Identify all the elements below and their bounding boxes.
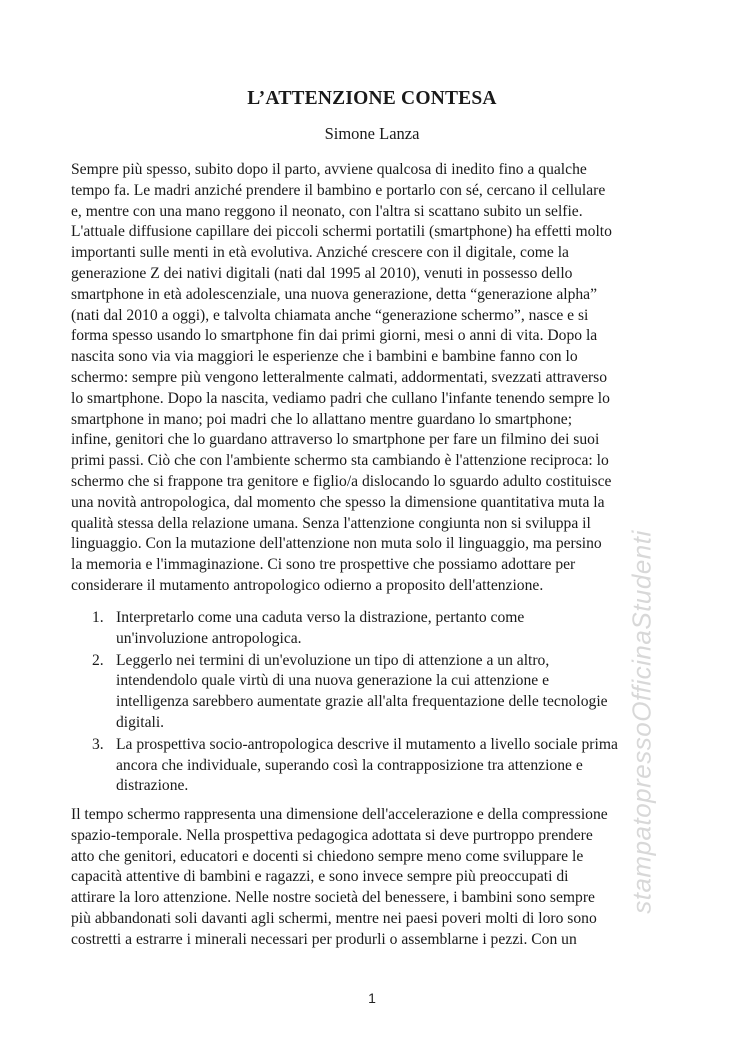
text-line: ancora che individuale, superando così la contrapposizione tra attenzione e [116, 756, 583, 774]
text-line: nascita sono via via maggiori le esperienze che i bambini e bambine fanno con lo [71, 348, 578, 366]
text-line: (nati dal 2010 a oggi), e talvolta chiamata anche “generazione schermo”, nasce e si [71, 306, 589, 324]
list-item [92, 735, 692, 797]
text-line: qualità stessa della relazione umana. Senza l'attenzione congiunta non si sviluppa il [71, 514, 591, 532]
page-number: 1 [368, 990, 376, 1006]
text-line: forma spesso usando lo smartphone fin dai primi giorni, mesi o anni di vita. Dopo la [71, 327, 598, 345]
text-line: attirare la loro attenzione. Nelle nostre società del benessere, i bambini sono sempre [71, 889, 595, 907]
text-line: capacità attentive di bambini e ragazzi, e sono invece sempre più preoccupati di [71, 868, 569, 886]
text-line: e, mentre con una mano reggono il neonato, con l'altra si scattano subito un selfie. [71, 202, 583, 220]
watermark: stampatopressoOfficinaStudenti [626, 530, 657, 914]
list-number: 1. [92, 609, 104, 626]
text-line: primi passi. Ciò che con l'ambiente schermo sta cambiando è l'attenzione reciproca: lo [71, 452, 609, 470]
text-line: linguaggio. Con la mutazione dell'attenzione non muta solo il linguaggio, ma persino [71, 535, 602, 553]
text-line: intelligenza sarebbero aumentate grazie all'alta frequentazione delle tecnologie [116, 693, 608, 711]
text-line: Sempre più spesso, subito dopo il parto, avviene qualcosa di inedito fino a qualche [71, 161, 587, 178]
text-line: infine, genitori che lo guardano attraverso lo smartphone per fare un filmino dei suoi [71, 431, 600, 449]
document-author: Simone Lanza [324, 124, 420, 143]
list-number: 2. [92, 651, 104, 669]
list-item [92, 608, 692, 650]
text-line: L'attuale diffusione capillare dei piccoli schermi portatili (smartphone) ha effetti molto [71, 223, 612, 241]
text-line: un'involuzione antropologica. [116, 629, 302, 647]
text-line: lo smartphone. Dopo la nascita, vediamo padri che cullano l'infante tenendo sempre lo [71, 389, 610, 407]
perspectives-list [92, 608, 692, 798]
text-line: una novità antropologica, dal momento che spesso la dimensione quantitativa muta la [71, 493, 605, 511]
text-line: considerare il mutamento antropologico odierno a proposito dell'attenzione. [71, 576, 544, 594]
text-line: schermo: sempre più vengono letteralmente calmati, addormentati, svezzati attraverso [71, 368, 608, 386]
paragraph-screen-time [71, 805, 711, 951]
text-line: generazione Z dei nativi digitali (nati dal 1995 al 2010), venuti in possesso dello [71, 264, 573, 282]
text-line: La prospettiva socio-antropologica descrive il mutamento a livello sociale prima [116, 735, 618, 753]
text-line: tempo fa. Le madri anziché prendere il bambino e portarlo con sé, cercano il cellulare [71, 181, 606, 199]
text-line: smartphone in età adolescenziale, una nuova generazione, detta “generazione alpha” [71, 285, 598, 303]
text-line: importanti sulle menti in età evolutiva. Anziché crescere con il digitale, come la [71, 244, 569, 262]
text-line: più abbandonati soli davanti agli schermi, mentre nei paesi poveri molti di loro sono [71, 909, 597, 927]
text-line: Il tempo schermo rappresenta una dimensione dell'accelerazione e della compressione [71, 806, 608, 823]
text-line: Interpretarlo come una caduta verso la distrazione, pertanto come [116, 609, 525, 626]
list-item [92, 651, 692, 734]
text-line: spazio-temporale. Nella prospettiva pedagogica adottata si deve purtroppo prendere [71, 826, 593, 844]
document-title: L’ATTENZIONE CONTESA [247, 88, 497, 109]
text-line: la memoria e l'immaginazione. Ci sono tre prospettive che possiamo adottare per [71, 556, 576, 574]
text-line: digitali. [116, 713, 165, 731]
list-number: 3. [92, 735, 104, 753]
text-line: schermo che si frappone tra genitore e figlio/a dislocando lo sguardo adulto costituisce [71, 472, 612, 490]
text-line: intendendolo quale virtù di una nuova generazione la cui attenzione e [116, 672, 549, 690]
text-line: Leggerlo nei termini di un'evoluzione un tipo di attenzione a un altro, [116, 651, 550, 669]
text-line: smartphone in mano; poi madri che lo allattano mentre guardano lo smartphone; [71, 410, 573, 428]
text-line: atto che genitori, educatori e docenti si chiedono sempre meno come sviluppare le [71, 847, 584, 865]
text-line: distrazione. [116, 777, 189, 795]
paragraph-intro [71, 160, 711, 597]
text-line: costretti a estrarre i minerali necessari per produrli o assemblarne i pezzi. Con un [71, 930, 577, 948]
